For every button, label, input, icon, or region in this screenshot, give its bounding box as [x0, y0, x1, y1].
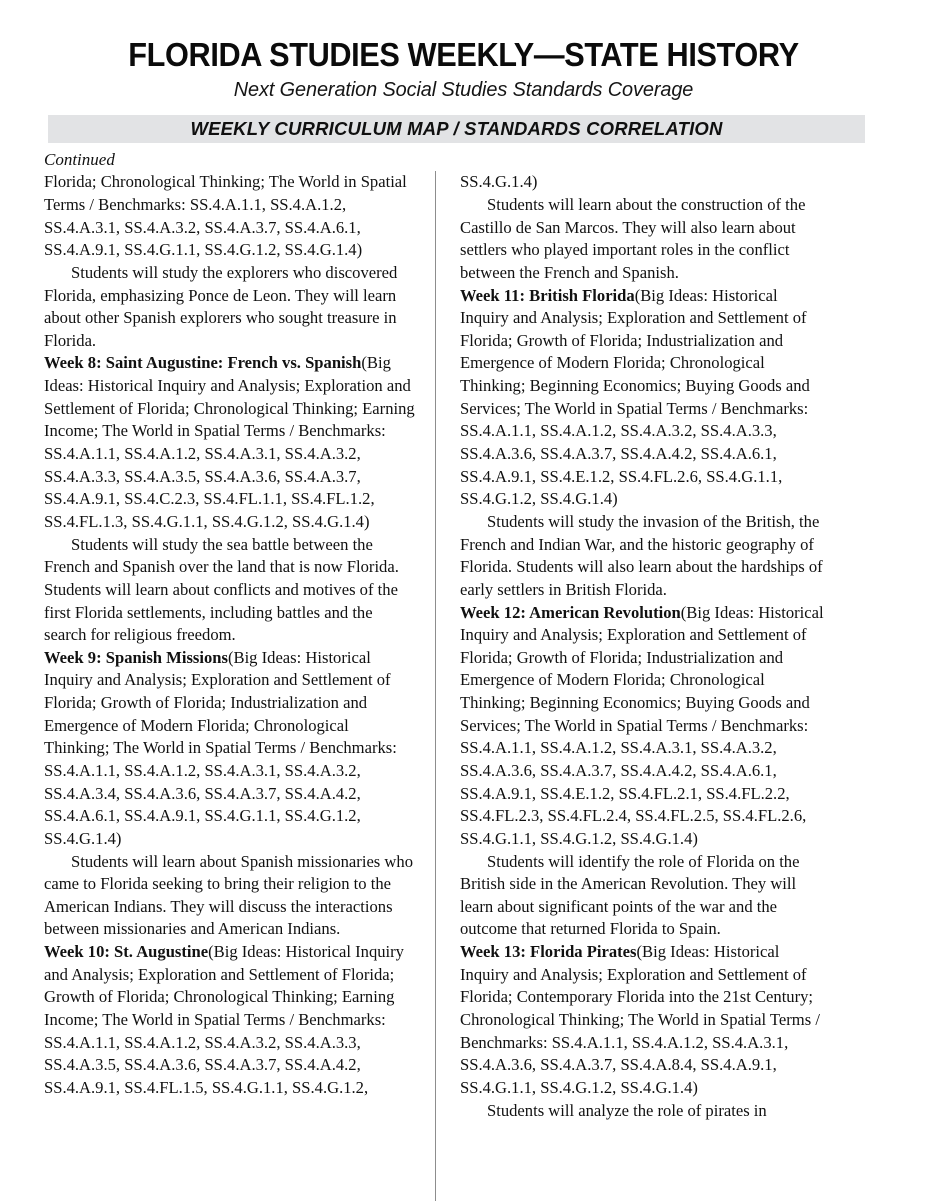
week-standards-text: (Big Ideas: Historical Inquiry and Analysis; Exploration and Settlement of Florida; Growth of Florida; Chronological Thinking; Earning Income; The World in Spatial Terms / Benchmarks: SS.4.A.1.1, SS.4.A.1.2, SS.4.A.3.2, SS.4.A.3.3, SS.4.A.3.5, SS.4.A.3.6, SS.4.A.3.7, SS.4.A.4.2, SS.4.A.9.1, SS.4.FL.1.5, SS.4.G.1.1, SS.4.G.1.2,: [44, 942, 404, 1097]
continued-standards-text: Florida; Chronological Thinking; The World in Spatial Terms / Benchmarks: SS.4.A.1.1, SS.4.A.1.2, SS.4.A.3.1, SS.4.A.3.2, SS.4.A.3.7, SS.4.A.6.1, SS.4.A.9.1, SS.4.G.1.1, SS.4.G.1.2, SS.4.G.1.4): [44, 172, 407, 260]
week-description: Students will study the sea battle between the French and Spanish over the land that is now Florida. Students will learn about conflicts and motives of the first Florida settlements, including battles and the search for religious freedom.: [44, 534, 399, 645]
week-standards-text: (Big Ideas: Historical Inquiry and Analysis; Exploration and Settlement of Florida; Growth of Florida; Industrialization and Emergence of Modern Florida; Chronological Thinking; Beginning Economics; Buying Goods and Services; The World in Spatial Terms / Benchmarks: SS.4.A.1.1, SS.4.A.1.2, SS.4.A.3.1, SS.4.A.3.2, SS.4.A.3.6, SS.4.A.3.7, SS.4.A.4.2, SS.4.A.6.1, SS.4.A.9.1, SS.4.E.1.2, SS.4.FL.2.1, SS.4.FL.2.2, SS.4.FL.2.3, SS.4.FL.2.4, SS.4.FL.2.5, SS.4.FL.2.6, SS.4.G.1.1, SS.4.G.1.2, SS.4.G.1.4): [460, 602, 824, 848]
week-description: Students will analyze the role of pirates in: [487, 1100, 767, 1120]
continued-label: Continued: [44, 149, 115, 169]
week-standards-text: (Big Ideas: Historical Inquiry and Analysis; Exploration and Settlement of Florida; Contemporary Florida into the 21st Century; Chronological Thinking; The World in Spatial Terms / Benchmarks: SS.4.A.1.1, SS.4.A.1.2, SS.4.A.3.1, SS.4.A.3.6, SS.4.A.3.7, SS.4.A.8.4, SS.4.A.9.1, SS.4.G.1.1, SS.4.G.1.2, SS.4.G.1.4): [460, 942, 820, 1097]
section-banner: [48, 115, 865, 143]
body-columns: [0, 171, 927, 1201]
page-title: FLORIDA STUDIES WEEKLY—STATE HISTORY: [128, 36, 799, 73]
week-description: Students will identify the role of Florida on the British side in the American Revolution. They will learn about significant points of the war and the outcome that returned Florida to Spain.: [460, 851, 800, 939]
week-entry-heading-11: [460, 285, 827, 511]
continued-standards-text: SS.4.G.1.4): [460, 172, 538, 192]
week-description: Students will study the explorers who discovered Florida, emphasizing Ponce de Leon. They will learn about other Spanish explorers who sought treasure in Florida.: [44, 262, 398, 350]
left-column: [44, 171, 435, 1201]
section-banner-text: WEEKLY CURRICULUM MAP / STANDARDS CORRELATION: [190, 117, 723, 139]
week-heading-label: Week 11: British Florida: [460, 285, 635, 305]
week-description: Students will learn about the construction of the Castillo de San Marcos. They will also learn about settlers who played important roles in the conflict between the French and Spanish.: [460, 194, 806, 282]
week-description: Students will learn about Spanish missionaries who came to Florida seeking to bring their religion to the American Indians. They will discuss the interactions between missionaries and American Indians.: [44, 851, 413, 939]
week-entry-heading-13: [460, 941, 827, 1099]
week-heading-label: Week 13: Florida Pirates: [460, 942, 637, 962]
week-entry-heading-8: [44, 352, 417, 533]
page-subtitle: Next Generation Social Studies Standards Coverage: [233, 77, 694, 101]
week-heading-label: Week 10: St. Augustine: [44, 942, 209, 962]
masthead: [0, 0, 927, 102]
week-standards-text: (Big Ideas: Historical Inquiry and Analysis; Exploration and Settlement of Florida; Growth of Florida; Industrialization and Emergence of Modern Florida; Chronological Thinking; Beginning Economics; Buying Goods and Services; The World in Spatial Terms / Benchmarks: SS.4.A.1.1, SS.4.A.1.2, SS.4.A.3.2, SS.4.A.3.3, SS.4.A.3.6, SS.4.A.3.7, SS.4.A.4.2, SS.4.A.6.1, SS.4.A.9.1, SS.4.E.1.2, SS.4.FL.2.6, SS.4.G.1.1, SS.4.G.1.2, SS.4.G.1.4): [460, 285, 810, 509]
week-entry-heading-9: [44, 647, 417, 851]
week-entry-heading-10: [44, 941, 417, 1099]
week-standards-text: (Big Ideas: Historical Inquiry and Analysis; Exploration and Settlement of Florida; Growth of Florida; Industrialization and Emergence of Modern Florida; Chronological Thinking; The World in Spatial Terms / Benchmarks: SS.4.A.1.1, SS.4.A.1.2, SS.4.A.3.1, SS.4.A.3.2, SS.4.A.3.4, SS.4.A.3.6, SS.4.A.3.7, SS.4.A.4.2, SS.4.A.6.1, SS.4.A.9.1, SS.4.G.1.1, SS.4.G.1.2, SS.4.G.1.4): [44, 647, 397, 848]
week-heading-label: Week 9: Spanish Missions: [44, 647, 228, 667]
right-column: [436, 171, 827, 1201]
week-entry-heading-12: [460, 602, 827, 851]
week-heading-label: Week 8: Saint Augustine: French vs. Spanish: [44, 353, 362, 373]
week-standards-text: (Big Ideas: Historical Inquiry and Analysis; Exploration and Settlement of Florida; Chronological Thinking; Earning Income; The World in Spatial Terms / Benchmarks: SS.4.A.1.1, SS.4.A.1.2, SS.4.A.3.1, SS.4.A.3.2, SS.4.A.3.3, SS.4.A.3.5, SS.4.A.3.6, SS.4.A.3.7, SS.4.A.9.1, SS.4.C.2.3, SS.4.FL.1.1, SS.4.FL.1.2, SS.4.FL.1.3, SS.4.G.1.1, SS.4.G.1.2, SS.4.G.1.4): [44, 353, 415, 531]
week-heading-label: Week 12: American Revolution: [460, 602, 681, 622]
week-description: Students will study the invasion of the British, the French and Indian War, and the historic geography of Florida. Students will also learn about the hardships of early settlers in British Florida.: [460, 511, 823, 599]
